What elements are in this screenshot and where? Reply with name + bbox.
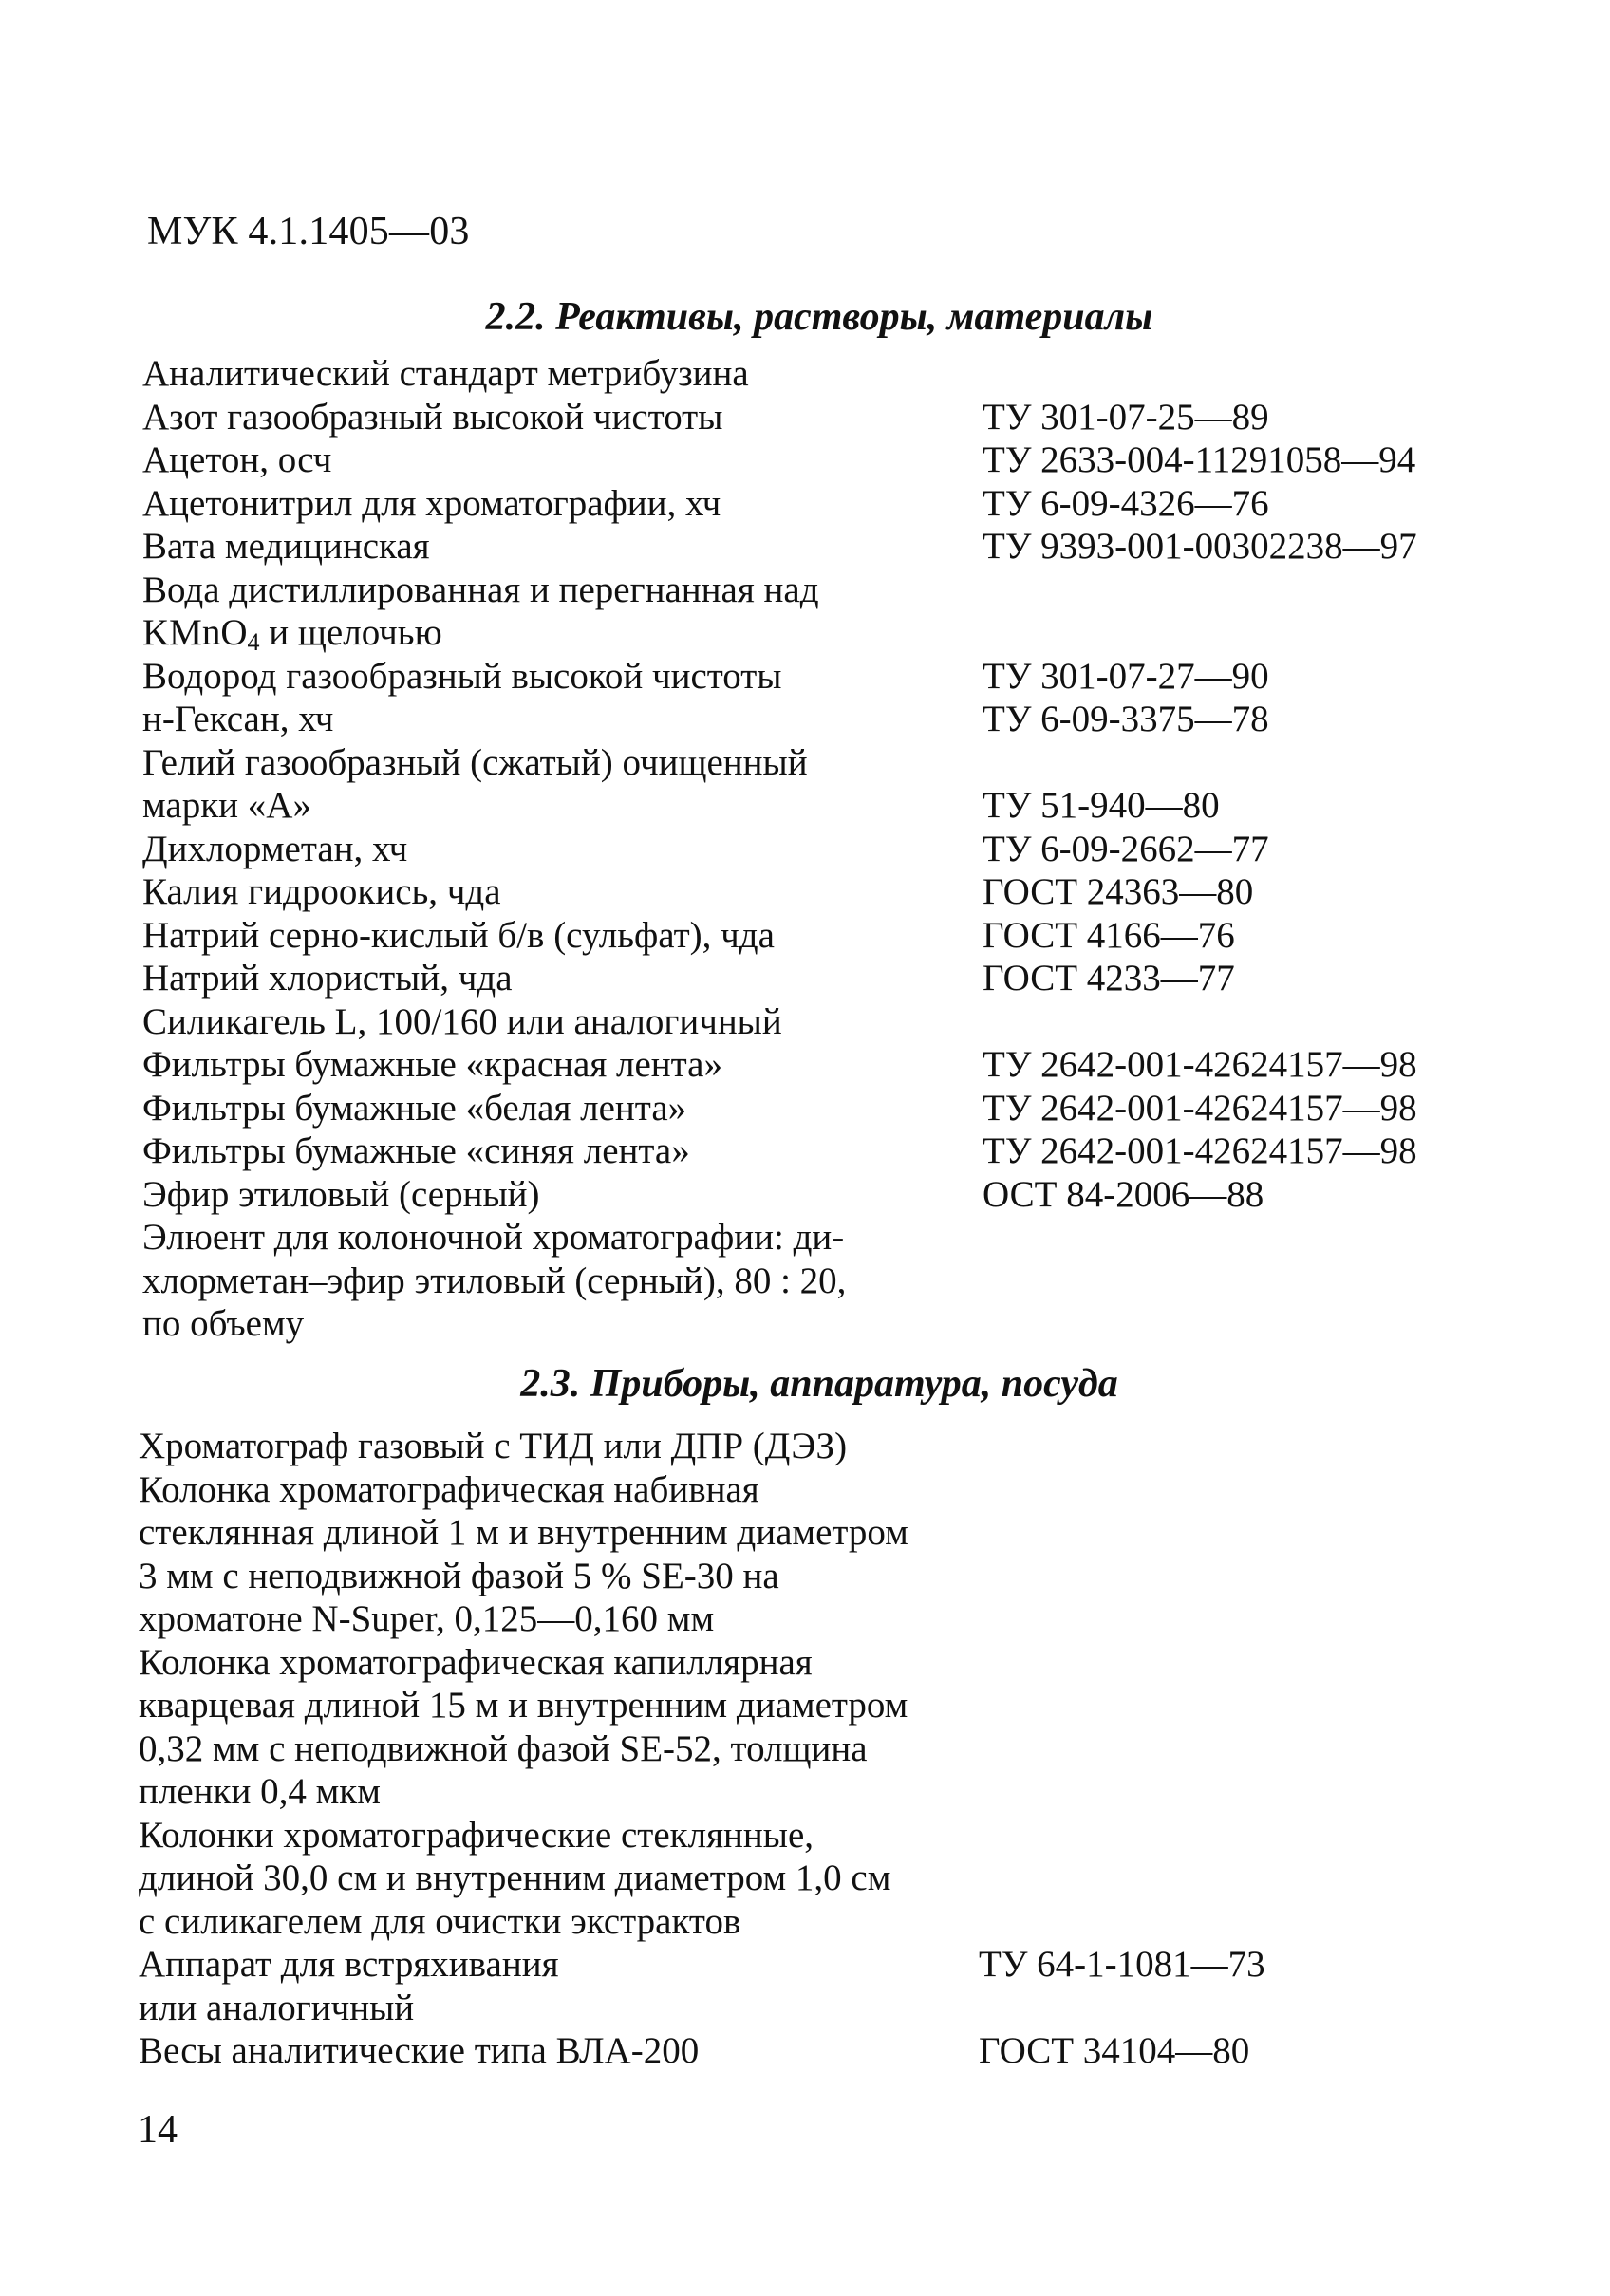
item-standard: ГОСТ 24363—80 (983, 871, 1254, 912)
item-name: Натрий хлористый, чда (142, 958, 513, 999)
list-item (139, 1425, 1468, 1468)
item-name: хроматоне N-Super, 0,125—0,160 мм (139, 1598, 715, 1639)
item-name: Калия гидроокись, чда (142, 871, 501, 912)
item-name: Ацетон, осч (142, 439, 332, 480)
list-item (139, 1684, 1468, 1727)
item-name: с силикагелем для очистки экстрактов (139, 1900, 741, 1942)
list-item (139, 1857, 1468, 1900)
list-item (142, 698, 1471, 741)
item-name: 3 мм с неподвижной фазой 5 % SE-30 на (139, 1555, 779, 1596)
item-name: Колонка хроматографическая капиллярная (139, 1641, 813, 1683)
item-name: Фильтры бумажные «синяя лента» (142, 1130, 690, 1171)
item-name: KMnO$_4$ и щелочью (142, 612, 442, 656)
item-standard: ТУ 6-09-2662—77 (983, 828, 1269, 869)
item-name: кварцевая длиной 15 м и внутренним диаметром (139, 1685, 908, 1726)
item-name: Водород газообразный высокой чистоты (142, 655, 782, 697)
item-name: Гелий газообразный (сжатый) очищенный (142, 741, 808, 783)
list-item (142, 655, 1471, 699)
list-item (139, 1943, 1468, 1987)
list-item (142, 1043, 1471, 1087)
item-name: хлорметан–эфир этиловый (серный), 80 : 20, (142, 1260, 847, 1301)
item-standard: ОСТ 84-2006—88 (983, 1173, 1264, 1215)
list-item (139, 1597, 1468, 1641)
item-standard: ТУ 301-07-25—89 (983, 396, 1269, 438)
list-item (142, 439, 1471, 482)
document-code: МУК 4.1.1405—03 (147, 210, 470, 253)
item-name: Элюент для колоночной хроматографии: ди- (142, 1217, 845, 1258)
list-item (142, 611, 1471, 655)
item-name: Хроматограф газовый с ТИД или ДПР (ДЭЗ) (139, 1426, 848, 1466)
item-standard: ТУ 2642-001-42624157—98 (983, 1087, 1417, 1129)
item-name: стеклянная длиной 1 м и внутренним диаметром (139, 1512, 908, 1553)
list-item (142, 569, 1471, 612)
item-name: н-Гексан, хч (142, 699, 334, 739)
item-standard: ТУ 2633-004-11291058—94 (983, 439, 1416, 480)
item-standard: ГОСТ 34104—80 (979, 2030, 1250, 2071)
item-name: Аналитический стандарт метрибузина (142, 353, 749, 394)
item-standard: ТУ 9393-001-00302238—97 (983, 526, 1417, 567)
item-name: Эфир этиловый (серный) (142, 1173, 540, 1215)
item-standard: ТУ 6-09-4326—76 (983, 482, 1269, 524)
list-item (142, 914, 1471, 958)
list-item (142, 1173, 1471, 1217)
list-item (142, 525, 1471, 569)
list-item (139, 1555, 1468, 1598)
item-standard: ТУ 6-09-3375—78 (983, 699, 1269, 739)
item-standard: ТУ 2642-001-42624157—98 (983, 1044, 1417, 1085)
page-number: 14 (138, 2108, 178, 2152)
list-item (142, 784, 1471, 828)
list-item (139, 2029, 1468, 2073)
list-item (142, 828, 1471, 871)
item-name: Дихлорметан, хч (142, 828, 408, 869)
list-item (142, 957, 1471, 1000)
item-name: Натрий серно-кислый б/в (сульфат), чда (142, 914, 775, 956)
item-name: Азот газообразный высокой чистоты (142, 396, 723, 438)
list-item (139, 1900, 1468, 1944)
item-name: Вата медицинская (142, 526, 430, 567)
list-item (142, 396, 1471, 439)
list-item (142, 1129, 1471, 1173)
item-name: или аналогичный (139, 1987, 415, 2028)
list-item (142, 1216, 1471, 1260)
item-name: Колонки хроматографические стеклянные, (139, 1814, 814, 1856)
section-title-equipment: 2.3. Приборы, аппаратура, посуда (520, 1362, 1118, 1406)
equipment-list (139, 1425, 1468, 2073)
list-item (142, 1302, 1471, 1346)
item-name: Фильтры бумажные «белая лента» (142, 1087, 687, 1129)
item-name: пленки 0,4 мкм (139, 1771, 381, 1812)
list-item (142, 482, 1471, 526)
section-title-reagents: 2.2. Реактивы, растворы, материалы (485, 295, 1153, 339)
list-item (139, 1770, 1468, 1814)
item-standard: ТУ 64-1-1081—73 (979, 1944, 1265, 1985)
item-name: Аппарат для встряхивания (139, 1944, 559, 1985)
list-item (142, 741, 1471, 785)
item-name: Силикагель L, 100/160 или аналогичный (142, 1000, 782, 1042)
list-item (139, 1468, 1468, 1512)
item-name: Колонка хроматографическая набивная (139, 1468, 759, 1510)
list-item (139, 1641, 1468, 1685)
reagents-list (142, 352, 1471, 1346)
list-item (139, 1511, 1468, 1555)
item-standard: ГОСТ 4166—76 (983, 914, 1235, 956)
item-standard: ТУ 51-940—80 (983, 785, 1220, 826)
item-name: длиной 30,0 см и внутренним диаметром 1,0 см (139, 1857, 891, 1898)
list-item (142, 1260, 1471, 1303)
item-name: марки «А» (142, 785, 311, 826)
item-standard: ГОСТ 4233—77 (983, 958, 1235, 999)
list-item (142, 870, 1471, 914)
item-standard: ТУ 301-07-27—90 (983, 655, 1269, 697)
item-name: Весы аналитические типа ВЛА-200 (139, 2030, 700, 2071)
list-item (142, 1000, 1471, 1044)
item-name: Фильтры бумажные «красная лента» (142, 1044, 722, 1085)
list-item (142, 352, 1471, 396)
list-item (139, 1987, 1468, 2030)
list-item (139, 1814, 1468, 1857)
item-name: Вода дистиллированная и перегнанная над (142, 569, 819, 610)
list-item (142, 1087, 1471, 1130)
list-item (139, 1727, 1468, 1771)
item-standard: ТУ 2642-001-42624157—98 (983, 1130, 1417, 1171)
item-name: Ацетонитрил для хроматографии, хч (142, 482, 721, 524)
item-name: по объему (142, 1303, 305, 1344)
item-name: 0,32 мм с неподвижной фазой SE-52, толщина (139, 1727, 868, 1769)
